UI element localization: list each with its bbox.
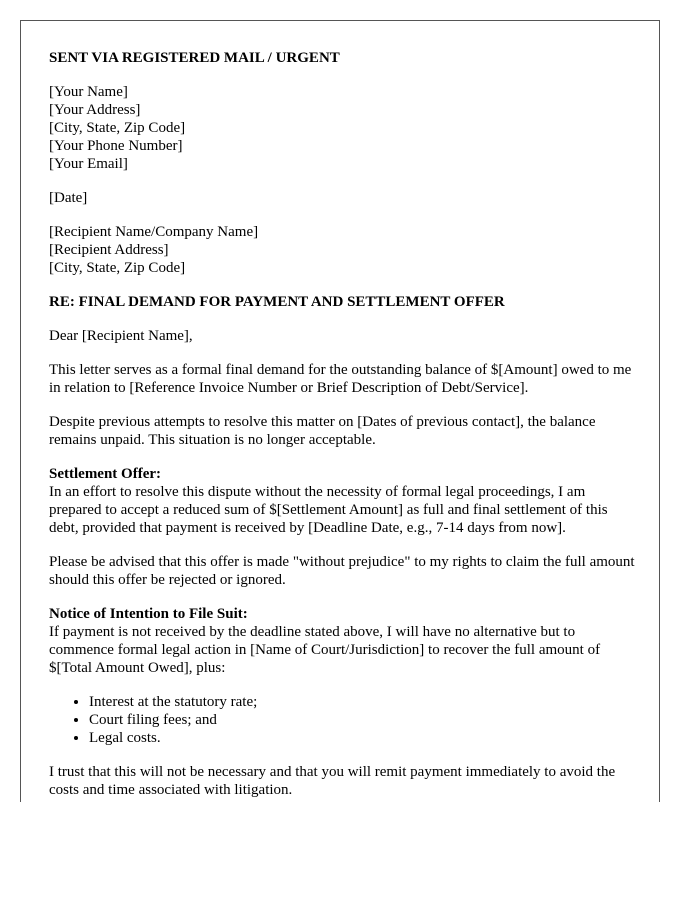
sender-email: [Your Email] — [49, 156, 128, 172]
letter-header: SENT VIA REGISTERED MAIL / URGENT — [49, 50, 340, 66]
salutation: Dear [Recipient Name], — [49, 328, 193, 344]
subject-line: RE: FINAL DEMAND FOR PAYMENT AND SETTLEMENT OFFER — [49, 294, 505, 310]
recipient-name: [Recipient Name/Company Name] — [49, 224, 259, 240]
paragraph-prejudice: Please be advised that this offer is made "without prejudice" to my rights to claim the full amount should this offer be rejected or ignored. — [49, 554, 635, 588]
paragraph-closing: I trust that this will not be necessary and that you will remit payment immediately to avoid the costs and time associated with litigation. — [49, 764, 616, 798]
recipient-city: [City, State, Zip Code] — [49, 260, 186, 276]
sender-address: [Your Address] — [49, 102, 141, 118]
paragraph-demand: This letter serves as a formal final demand for the outstanding balance of $[Amount] owed to me in relation to [Reference Invoice Number or Brief Description of Debt/Service]. — [49, 362, 632, 396]
notice-text: If payment is not received by the deadline stated above, I will have no alternative but to commence formal legal action in [Name of Court/Jurisdiction] to recover the full amount of $[Total Amount Owed], plus: — [49, 624, 601, 676]
costs-list — [49, 693, 639, 747]
settlement-text: In an effort to resolve this dispute without the necessity of formal legal proceedings, I am prepared to accept a reduced sum of $[Settlement Amount] as full and final settlement of this debt, provided that payment is received by [Deadline Date, e.g., 7-14 days from now]. — [49, 484, 608, 536]
list-item: • Court filing fees; and — [89, 711, 639, 729]
recipient-address: [Recipient Address] — [49, 242, 169, 258]
sender-phone: [Your Phone Number] — [49, 138, 183, 154]
sender-name: [Your Name] — [49, 84, 128, 100]
notice-heading: Notice of Intention to File Suit: — [49, 606, 248, 622]
paragraph-history: Despite previous attempts to resolve this matter on [Dates of previous contact], the balance remains unpaid. This situation is no longer acceptable. — [49, 414, 596, 448]
recipient-block — [49, 223, 639, 277]
settlement-heading: Settlement Offer: — [49, 466, 162, 482]
list-item: • Interest at the statutory rate; — [89, 693, 639, 711]
letter-page — [20, 20, 660, 802]
settlement-section — [49, 465, 639, 537]
sender-block — [49, 83, 639, 173]
list-item: • Legal costs. — [89, 729, 639, 747]
letter-date: [Date] — [49, 190, 88, 206]
notice-section — [49, 605, 639, 677]
sender-city: [City, State, Zip Code] — [49, 120, 186, 136]
